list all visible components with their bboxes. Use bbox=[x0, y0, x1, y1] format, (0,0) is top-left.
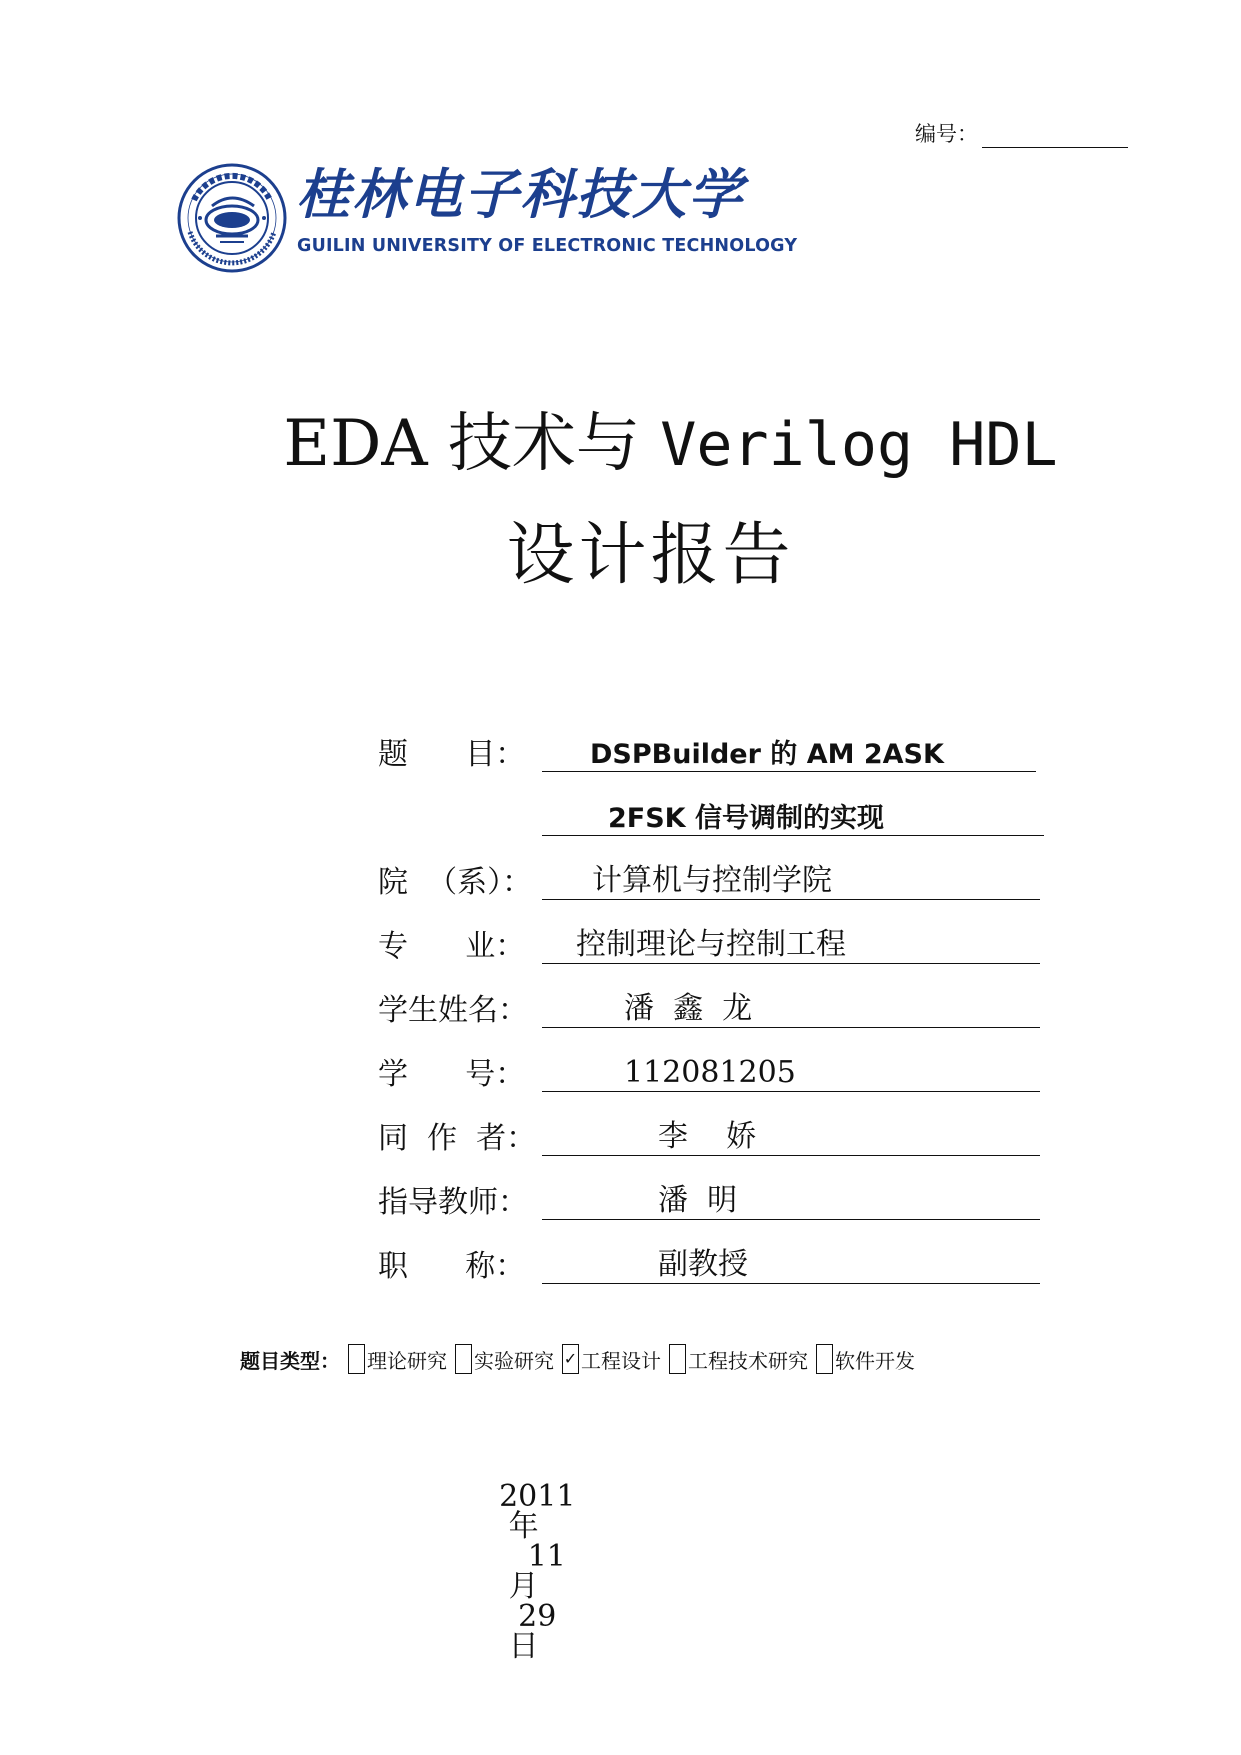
department-label: 院 （系）： bbox=[378, 865, 533, 900]
serial-label: 编号： bbox=[915, 122, 978, 146]
coauthor-value: 李 娇 bbox=[658, 1119, 757, 1154]
department-field bbox=[542, 859, 1040, 900]
report-date bbox=[480, 1452, 575, 1662]
academic-title-row bbox=[378, 1226, 1048, 1290]
advisor-label: 指导教师： bbox=[378, 1185, 528, 1220]
university-name-cn: 桂林电子科技大学 bbox=[296, 163, 744, 226]
major-field bbox=[542, 923, 1040, 964]
checkbox-experiment[interactable] bbox=[455, 1344, 472, 1374]
topic-type-experiment[interactable] bbox=[447, 1344, 554, 1374]
topic-type-theory-label: 理论研究 bbox=[367, 1348, 447, 1373]
student-id-value: 112081205 bbox=[624, 1055, 796, 1090]
student-field bbox=[542, 987, 1040, 1028]
student-id-row bbox=[378, 1034, 1048, 1098]
topic-field-line-2 bbox=[542, 795, 1044, 836]
student-label: 学生姓名： bbox=[378, 993, 528, 1028]
report-title-line-1 bbox=[0, 407, 1241, 481]
student-id-field bbox=[542, 1051, 1040, 1092]
department-row bbox=[378, 842, 1048, 906]
academic-title-value: 副教授 bbox=[658, 1247, 748, 1282]
student-value: 潘 鑫 龙 bbox=[624, 991, 753, 1026]
topic-type-experiment-label: 实验研究 bbox=[474, 1348, 554, 1373]
topic-type-engineering-tech[interactable] bbox=[661, 1344, 808, 1374]
topic-type-software[interactable] bbox=[808, 1344, 915, 1374]
advisor-field bbox=[542, 1179, 1040, 1220]
coauthor-row bbox=[378, 1098, 1048, 1162]
student-row bbox=[378, 970, 1048, 1034]
topic-type-theory[interactable] bbox=[340, 1344, 447, 1374]
serial-blank-line bbox=[982, 125, 1128, 148]
topic-type-label: 题目类型： bbox=[240, 1348, 340, 1373]
serial-number bbox=[915, 118, 1128, 148]
university-logo bbox=[176, 160, 798, 270]
coauthor-field bbox=[542, 1115, 1040, 1156]
date-year: 2011 bbox=[499, 1479, 576, 1514]
checkbox-theory[interactable] bbox=[348, 1344, 365, 1374]
topic-type-engineering-design[interactable] bbox=[554, 1344, 661, 1374]
topic-type-software-label: 软件开发 bbox=[835, 1348, 915, 1373]
topic-label: 题 目： bbox=[378, 737, 526, 772]
major-value: 控制理论与控制工程 bbox=[576, 927, 846, 962]
topic-type-engineering-design-label: 工程设计 bbox=[581, 1348, 661, 1373]
topic-row-2 bbox=[378, 778, 1048, 842]
topic-type-engineering-tech-label: 工程技术研究 bbox=[688, 1348, 808, 1373]
advisor-value: 潘 明 bbox=[658, 1183, 738, 1218]
topic-value-2: 2FSK 信号调制的实现 bbox=[608, 803, 884, 834]
university-name-en: GUILIN UNIVERSITY OF ELECTRONIC TECHNOLOGY bbox=[297, 236, 798, 256]
university-seal-icon bbox=[176, 162, 288, 274]
topic-value-1: DSPBuilder 的 AM 2ASK bbox=[590, 739, 944, 770]
checkbox-engineering-tech[interactable] bbox=[669, 1344, 686, 1374]
topic-field-line-1 bbox=[542, 731, 1036, 772]
advisor-row bbox=[378, 1162, 1048, 1226]
cover-info-fields bbox=[378, 714, 1048, 1290]
date-year-unit: 年 bbox=[508, 1509, 539, 1544]
date-day: 29 bbox=[518, 1599, 557, 1634]
academic-title-field bbox=[542, 1243, 1040, 1284]
major-row bbox=[378, 906, 1048, 970]
date-day-unit: 日 bbox=[508, 1629, 539, 1664]
academic-title-label: 职 称： bbox=[378, 1249, 526, 1284]
date-month-unit: 月 bbox=[508, 1569, 539, 1604]
department-value: 计算机与控制学院 bbox=[592, 863, 832, 898]
topic-row bbox=[378, 714, 1048, 778]
checkbox-software[interactable] bbox=[816, 1344, 833, 1374]
report-title-line-2: 设计报告 bbox=[506, 516, 795, 595]
title-verilog: Verilog HDL bbox=[660, 410, 1058, 480]
title-prefix: EDA 技术与 bbox=[283, 407, 640, 481]
date-month: 11 bbox=[527, 1539, 566, 1574]
coauthor-label: 同 作 者： bbox=[378, 1121, 537, 1156]
major-label: 专 业： bbox=[378, 929, 526, 964]
checkbox-engineering-design[interactable]: ✓ bbox=[562, 1344, 579, 1374]
student-id-label: 学 号： bbox=[378, 1057, 526, 1092]
topic-type-row bbox=[240, 1344, 915, 1374]
